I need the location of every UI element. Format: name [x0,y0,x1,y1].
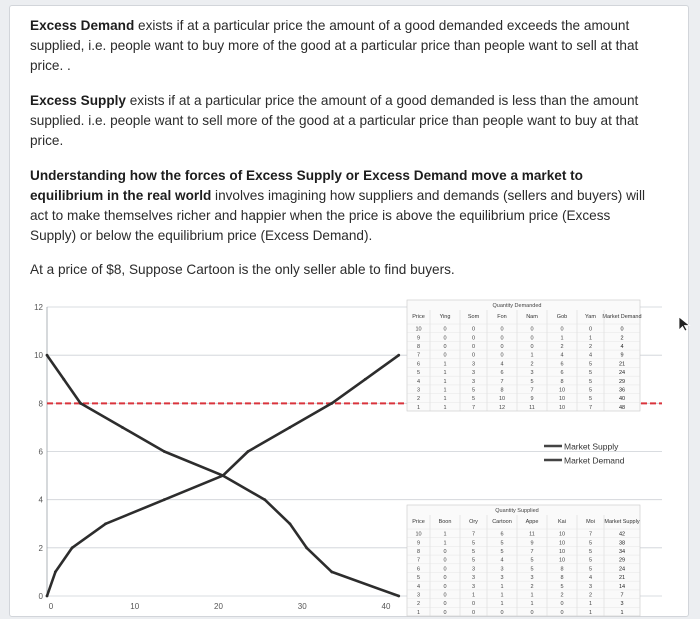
table-cell: 10 [558,531,566,538]
table-cell: 6 [416,361,421,368]
table-cell: 5 [500,549,504,555]
demand-point [263,498,266,501]
table-cell: 1 [588,601,593,608]
demand-point [121,426,124,429]
table-cell: 2 [560,344,564,350]
term-excess-demand: Excess Demand [30,18,135,33]
table-cell: 8 [560,566,564,573]
table-cell: 8 [560,575,564,582]
table-cell: 8 [416,344,421,350]
table-cell: 7 [588,531,593,538]
table-cell: 1 [416,609,421,616]
table-cell: 11 [529,531,535,538]
table-header: Price [412,314,425,320]
table-cell: 1 [443,531,447,538]
table-cell: 0 [560,609,564,616]
table-cell: 8 [560,378,564,385]
supply-point [247,450,250,453]
table-cell: 0 [530,609,534,616]
table-header: Market Demand [602,314,642,320]
supply-point [288,426,291,429]
table-cell: 5 [471,387,476,394]
table-cell: 7 [620,592,624,599]
table-cell: 11 [529,404,535,411]
table-cell: 29 [618,557,626,564]
table-cell: 48 [618,404,626,411]
table-cell: 21 [618,575,626,582]
table-header: Cartoon [492,519,512,525]
table-header: Kai [558,519,566,525]
table-header: Fon [497,314,507,320]
term-excess-supply: Excess Supply [30,93,126,108]
table-cell: 5 [588,396,593,403]
table-cell: 1 [530,352,534,359]
table-cell: 12 [498,404,506,411]
table-cell: 3 [416,387,421,394]
table-cell: 7 [500,378,504,385]
y-tick-label: 0 [38,592,43,601]
table-cell: 24 [618,370,626,377]
table-cell: 6 [560,370,564,377]
question-prompt: At a price of $8, Suppose Cartoon is the only seller able to find buyers. [30,262,455,277]
table-cell: 6 [560,361,564,368]
table-cell: 5 [588,387,593,394]
quantity-supplied-table [407,505,640,616]
table-cell: 3 [588,583,593,590]
table-heading: Quantity Supplied [495,508,539,514]
table-cell: 1 [500,592,504,599]
table-cell: 5 [500,540,504,547]
table-cell: 7 [530,387,534,394]
table-cell: 0 [443,549,447,555]
x-tick-label: 30 [297,602,307,611]
paragraph-excess-demand [30,16,656,76]
y-tick-label: 12 [34,303,43,312]
table-cell: 1 [500,601,504,608]
x-tick-label: 0 [48,602,54,611]
demand-point [221,474,224,477]
table-cell: 2 [416,601,421,608]
equilibrium-explanation: involves imagining how suppliers and demands (sellers and buyers) will act to make themselves richer and happier when the price is above the equilibrium price (Excess Supply) or below the equilibrium price (Excess Demand). [30,188,645,243]
table-cell: 9 [620,352,624,359]
table-cell: 5 [560,583,564,590]
table-cell: 6 [500,370,504,377]
demand-point [79,402,82,405]
table-cell: 4 [588,352,593,359]
table-cell: 21 [618,361,626,368]
table-cell: 0 [588,326,593,333]
table-cell: 3 [500,566,504,573]
table-header: Gob [556,314,568,320]
legend-market-supply: Market Supply [564,441,619,452]
table-cell: 9 [416,540,421,547]
supply-point [46,595,49,598]
table-cell: 10 [498,396,506,403]
table-cell: 7 [471,404,476,411]
table-cell: 0 [471,344,476,350]
x-tick-label: 10 [130,602,140,611]
table-cell: 36 [618,387,626,394]
table-cell: 9 [530,540,534,547]
table-cell: 0 [443,601,447,608]
table-cell: 10 [415,326,422,333]
table-cell: 1 [620,609,624,616]
table-cell: 10 [558,540,566,547]
table-cell: 0 [471,352,476,359]
supply-point [54,571,57,574]
table-cell: 5 [471,557,476,564]
table-cell: 0 [443,352,447,359]
table-cell: 5 [530,378,534,385]
table-cell: 40 [618,396,626,403]
table-header: Price [412,519,425,525]
table-cell: 5 [588,557,593,564]
table-cell: 0 [443,335,447,342]
demand-point [288,522,291,525]
table-cell: 4 [588,575,593,582]
y-tick-label: 6 [38,447,43,457]
table-cell: 1 [443,361,447,368]
table-cell: 0 [500,326,504,333]
table-cell: 2 [530,361,534,368]
table-cell: 1 [443,404,447,411]
table-cell: 1 [443,396,447,403]
table-cell: 2 [588,592,593,599]
table-cell: 10 [415,531,422,538]
table-cell: 10 [558,557,566,564]
table-cell: 0 [500,344,504,350]
table-cell: 9 [530,396,534,403]
table-cell: 0 [443,326,447,333]
demand-point [46,354,49,357]
table-cell: 5 [416,370,421,377]
table-cell: 3 [471,378,476,385]
table-header: Boon [438,519,452,525]
table-header: Nam [526,314,538,320]
table-cell: 10 [558,404,566,411]
table-cell: 0 [471,335,476,342]
table-cell: 7 [530,549,534,555]
demand-point [330,571,333,574]
table-cell: 5 [530,557,534,564]
table-heading: Quantity Demanded [492,303,542,309]
paragraph-excess-supply [30,91,656,151]
table-header: Ory [469,519,478,525]
table-cell: 5 [588,540,593,547]
table-cell: 7 [471,531,476,538]
table-cell: 3 [620,601,624,608]
y-tick-label: 10 [34,351,43,361]
table-cell: 5 [588,549,593,555]
table-cell: 5 [588,370,593,377]
table-cell: 38 [618,540,626,547]
table-cell: 4 [416,378,421,385]
legend-market-demand: Market Demand [564,455,625,466]
table-cell: 1 [443,387,447,394]
table-cell: 0 [500,352,504,359]
table-cell: 1 [416,404,421,411]
table-cell: 4 [620,344,624,350]
table-cell: 10 [558,387,566,394]
table-cell: 0 [500,609,504,616]
table-cell: 0 [471,609,476,616]
table-cell: 0 [500,335,504,342]
table-cell: 2 [588,344,593,350]
table-cell: 24 [618,566,626,573]
table-cell: 1 [530,592,534,599]
table-cell: 6 [500,531,504,538]
table-cell: 0 [443,575,447,582]
table-cell: 0 [443,583,447,590]
table-cell: 2 [530,583,534,590]
y-tick-label: 4 [38,495,43,505]
table-cell: 10 [558,396,566,403]
table-cell: 5 [588,361,593,368]
table-cell: 7 [416,557,421,564]
table-cell: 1 [443,378,447,385]
table-cell: 4 [560,352,564,359]
table-cell: 5 [416,575,421,582]
supply-point [71,546,74,549]
table-cell: 4 [500,361,504,368]
table-cell: 7 [588,404,593,411]
table-cell: 29 [618,378,626,385]
table-cell: 0 [530,344,534,350]
definition-excess-supply: exists if at a particular price the amount of a good demanded is less than the amount supplied. i.e. people want to sell more of the good at a particular price than people want to buy at that price. [30,93,639,148]
table-cell: 0 [560,326,564,333]
table-cell: 4 [416,583,421,590]
table-cell: 1 [471,592,476,599]
table-cell: 1 [530,601,534,608]
demand-point [305,546,308,549]
table-cell: 5 [471,549,476,555]
paragraph-equilibrium [30,166,656,246]
table-cell: 5 [588,378,593,385]
table-cell: 0 [471,601,476,608]
content-card [9,5,689,617]
table-cell: 1 [443,540,447,547]
table-cell: 2 [620,335,624,342]
table-cell: 3 [530,370,534,377]
supply-demand-chart [32,294,667,616]
table-cell: 3 [471,575,476,582]
table-cell: 0 [471,326,476,333]
table-cell: 0 [443,566,447,573]
table-cell: 1 [588,609,593,616]
table-cell: 3 [416,592,421,599]
table-cell: 3 [471,566,476,573]
table-header: Yam [585,314,596,320]
table-cell: 10 [558,549,566,555]
x-tick-label: 40 [381,602,391,611]
table-cell: 0 [443,344,447,350]
definition-excess-demand: exists if at a particular price the amount of a good demanded exceeds the amount supplied, i.e. people want to buy more of the good at a particular price than people want to sell at that price. . [30,18,639,73]
demand-point [62,378,65,381]
table-cell: 0 [530,335,534,342]
table-cell: 6 [416,566,421,573]
table-cell: 4 [500,557,504,564]
table-cell: 3 [500,575,504,582]
x-tick-label: 20 [214,602,223,611]
table-cell: 3 [471,361,476,368]
table-cell: 3 [471,583,476,590]
table-cell: 0 [620,326,624,333]
table-cell: 2 [560,592,564,599]
table-cell: 0 [560,601,564,608]
demand-point [163,450,166,453]
table-cell: 7 [416,352,421,359]
table-cell: 5 [588,566,593,573]
table-cell: 3 [471,370,476,377]
table-cell: 8 [500,387,504,394]
table-header: Appe [525,519,539,525]
y-tick-label: 2 [38,543,43,553]
table-cell: 5 [530,566,534,573]
table-cell: 34 [618,549,626,555]
supply-point [330,402,333,405]
table-cell: 0 [443,557,447,564]
supply-point [397,354,400,357]
table-cell: 2 [416,396,421,403]
table-cell: 0 [443,592,447,599]
table-cell: 1 [588,335,593,342]
table-cell: 0 [530,326,534,333]
supply-point [104,522,107,525]
demand-point [397,595,400,598]
supply-point [364,378,367,381]
table-header: Som [467,314,480,320]
table-cell: 3 [530,575,534,582]
table-cell: 42 [618,531,626,538]
table-cell: 1 [500,583,504,590]
table-cell: 8 [416,549,421,555]
table-cell: 1 [443,370,447,377]
table-cell: 5 [471,540,476,547]
supply-point [163,498,166,501]
quantity-demanded-table [407,300,642,411]
table-header: Ying [439,314,451,320]
table-header: Moi [586,519,595,525]
table-header: Market Supply [604,519,640,525]
y-tick-label: 8 [38,399,43,409]
equilibrium-heading: Understanding how the forces of Excess Supply or Excess Demand move a market to equilibrium in the real world [30,168,583,203]
table-cell: 5 [471,396,476,403]
table-cell: 14 [618,583,626,590]
table-cell: 0 [443,609,447,616]
table-cell: 1 [560,335,564,342]
table-cell: 9 [416,335,421,342]
mouse-pointer-icon [678,316,692,332]
